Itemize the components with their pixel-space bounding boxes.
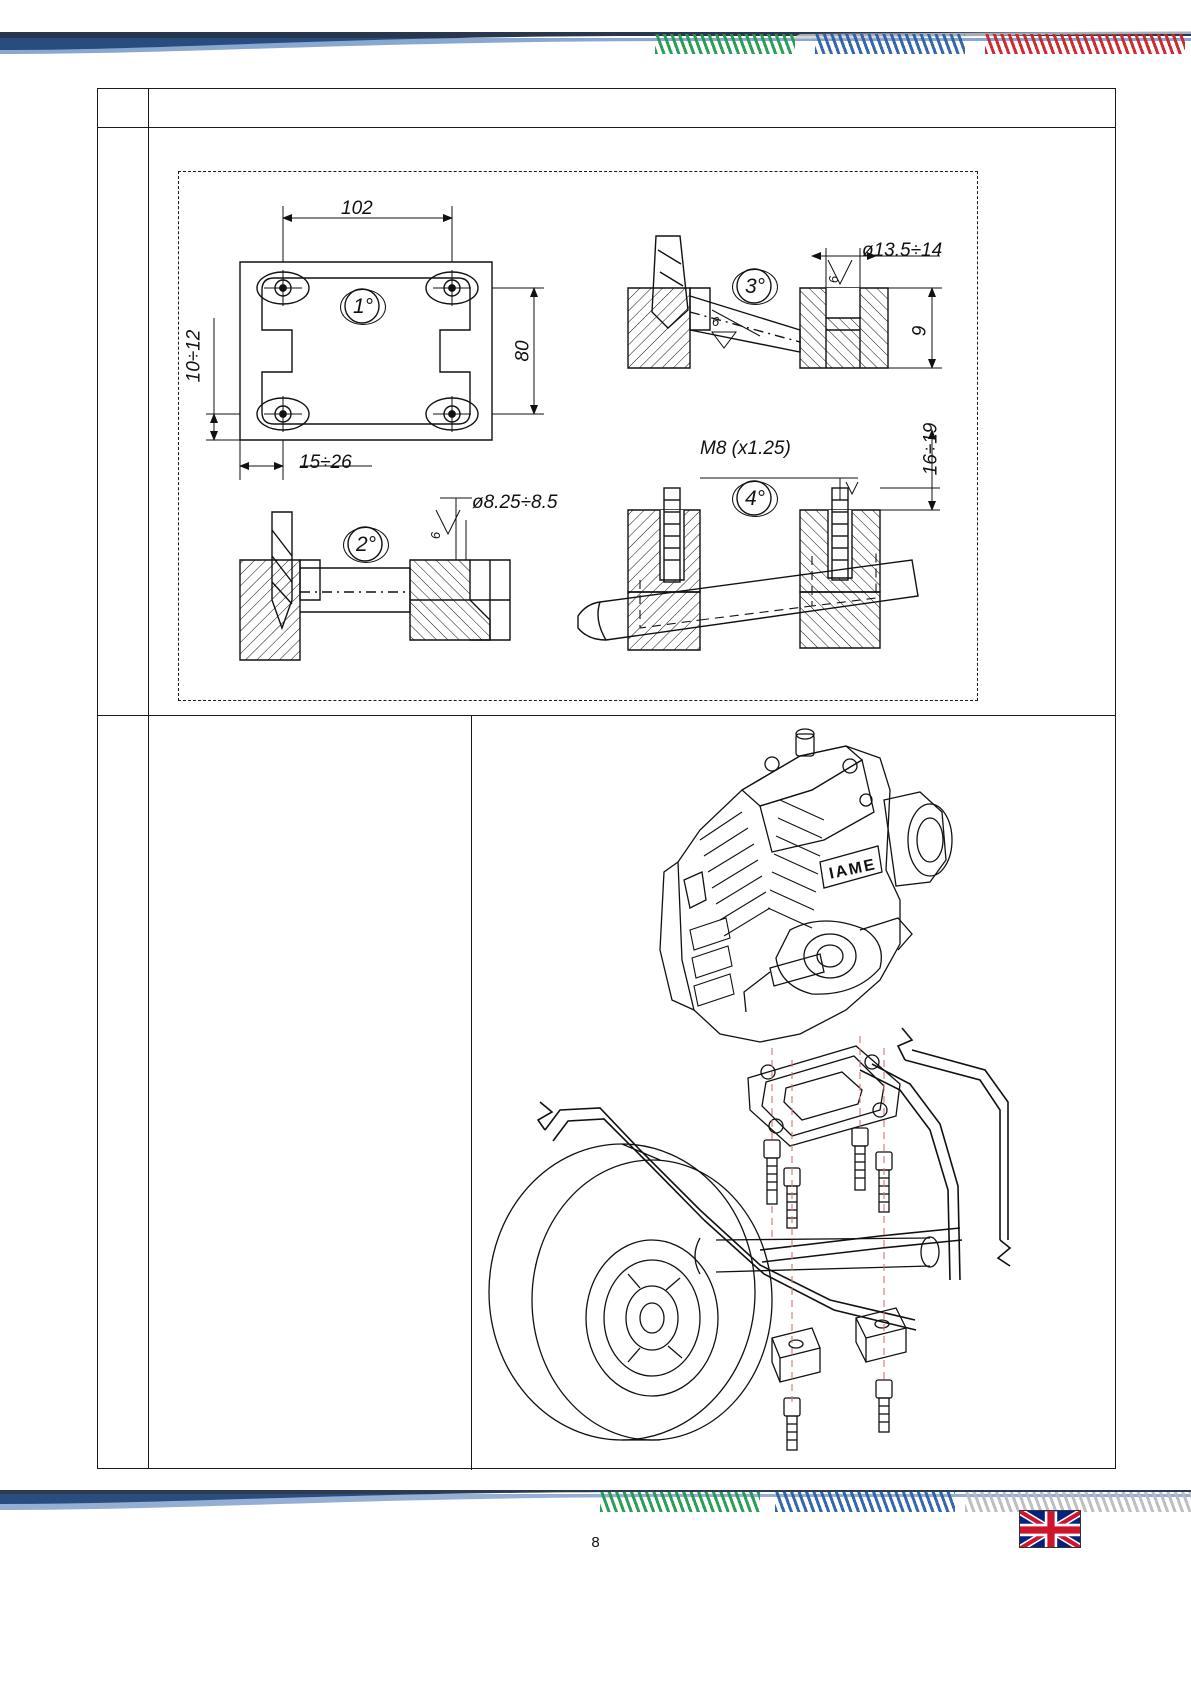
step-marker-2: 2° bbox=[343, 527, 389, 563]
dim-counterbore-depth: 9 bbox=[909, 325, 931, 337]
dim-counterbore-diameter: ø13.5÷14 bbox=[862, 240, 943, 261]
drilling-template-dashed-box bbox=[178, 171, 978, 701]
frame-left-column-divider bbox=[148, 89, 149, 1468]
dim-pilot-hole-diameter: ø8.25÷8.5 bbox=[472, 492, 558, 513]
frame-header-divider bbox=[98, 127, 1115, 128]
dim-bolt-length: 16÷19 bbox=[920, 422, 942, 476]
note-chamfer-step2: 6 bbox=[428, 531, 444, 540]
engine-brand-label: IAME bbox=[827, 856, 879, 883]
page-number: 8 bbox=[591, 1534, 600, 1551]
dim-edge-horizontal: 15÷26 bbox=[299, 452, 352, 473]
frame-lower-column-divider bbox=[471, 715, 472, 1470]
note-chamfer-step3b: 6 bbox=[826, 275, 842, 284]
dim-plate-height: 80 bbox=[512, 340, 534, 362]
step-marker-4: 4° bbox=[732, 481, 778, 517]
top-decorative-bar bbox=[0, 30, 1191, 64]
bottom-hatch-gray bbox=[965, 1492, 1191, 1512]
step-marker-1: 1° bbox=[340, 289, 386, 325]
dim-edge-vertical: 10÷12 bbox=[183, 329, 205, 383]
uk-flag-icon bbox=[1019, 1510, 1081, 1548]
dim-plate-width: 102 bbox=[341, 198, 373, 219]
bottom-hatch-blue bbox=[775, 1492, 955, 1512]
note-chamfer-step3a: 6 bbox=[712, 314, 720, 329]
bottom-decorative-bar bbox=[0, 1490, 1191, 1524]
top-hatch-red bbox=[985, 34, 1185, 54]
dim-thread-spec: M8 (x1.25) bbox=[700, 438, 791, 459]
top-hatch-blue bbox=[815, 34, 965, 54]
frame-middle-divider bbox=[98, 715, 1115, 716]
step-marker-3: 3° bbox=[732, 269, 778, 305]
top-hatch-green bbox=[655, 34, 795, 54]
bottom-hatch-green bbox=[600, 1492, 760, 1512]
